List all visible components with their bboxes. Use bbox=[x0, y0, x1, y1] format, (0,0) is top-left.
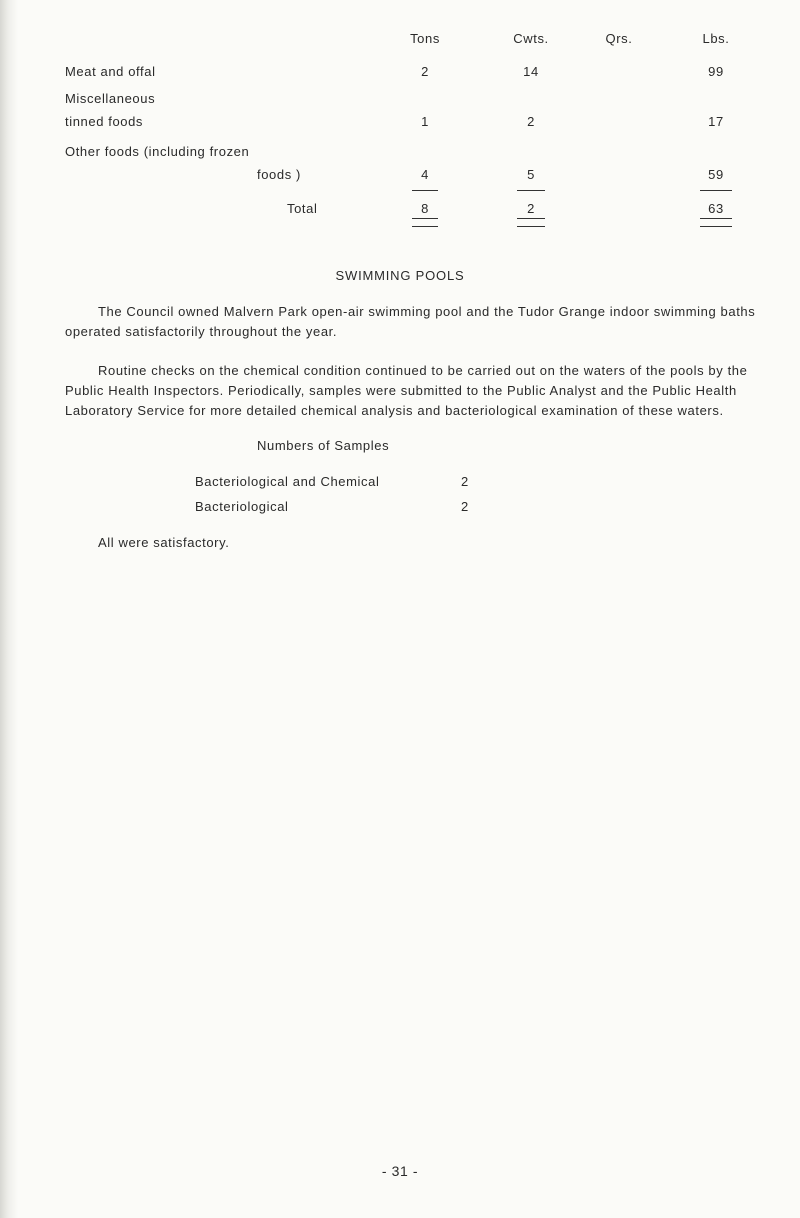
cell-lbs: 99 bbox=[708, 64, 724, 79]
cell-tons: 1 bbox=[421, 114, 429, 129]
page-edge-shadow bbox=[0, 0, 18, 1218]
total-rule-bottom bbox=[412, 226, 438, 227]
cell-cwts: 14 bbox=[523, 64, 539, 79]
total-rule-top bbox=[517, 190, 545, 191]
samples-title: Numbers of Samples bbox=[257, 438, 390, 453]
conclusion-text: All were satisfactory. bbox=[98, 535, 230, 550]
cell-cwts: 5 bbox=[527, 167, 535, 182]
sample-count: 2 bbox=[461, 499, 469, 514]
row-label-continued: tinned foods bbox=[65, 114, 144, 129]
row-label: Meat and offal bbox=[65, 64, 156, 79]
total-rule-bottom bbox=[700, 218, 732, 219]
header-tons: Tons bbox=[410, 31, 440, 46]
sample-label: Bacteriological bbox=[195, 499, 289, 514]
paragraph-2-line: Laboratory Service for more detailed chemical analysis and bacteriological examination of these waters. bbox=[65, 403, 724, 418]
cell-lbs: 17 bbox=[708, 114, 724, 129]
page-number: - 31 - bbox=[381, 1163, 419, 1179]
header-qrs: Qrs. bbox=[605, 31, 633, 46]
cell-lbs: 59 bbox=[708, 167, 724, 182]
total-lbs: 63 bbox=[708, 201, 724, 216]
sample-count: 2 bbox=[461, 474, 469, 489]
paragraph-1-line: operated satisfactorily throughout the year. bbox=[65, 324, 338, 339]
total-rule-bottom bbox=[412, 218, 438, 219]
section-title: SWIMMING POOLS bbox=[335, 268, 465, 283]
total-rule-top bbox=[412, 190, 438, 191]
row-label: Miscellaneous bbox=[65, 91, 156, 106]
row-label: Other foods (including frozen bbox=[65, 144, 250, 159]
total-rule-bottom bbox=[517, 218, 545, 219]
paragraph-2-line: Public Health Inspectors. Periodically, samples were submitted to the Public Analyst and the Public Health bbox=[65, 383, 737, 398]
row-label-continued: foods ) bbox=[257, 167, 301, 182]
total-rule-bottom bbox=[700, 226, 732, 227]
total-tons: 8 bbox=[421, 201, 429, 216]
paragraph-2-line: Routine checks on the chemical condition continued to be carried out on the waters of the pools by the bbox=[98, 363, 748, 378]
header-lbs: Lbs. bbox=[702, 31, 730, 46]
paragraph-1-line: The Council owned Malvern Park open-air swimming pool and the Tudor Grange indoor swimming baths bbox=[98, 304, 756, 319]
cell-tons: 2 bbox=[421, 64, 429, 79]
sample-label: Bacteriological and Chemical bbox=[195, 474, 380, 489]
total-cwts: 2 bbox=[527, 201, 535, 216]
cell-cwts: 2 bbox=[527, 114, 535, 129]
total-rule-top bbox=[700, 190, 732, 191]
header-cwts: Cwts. bbox=[513, 31, 549, 46]
cell-tons: 4 bbox=[421, 167, 429, 182]
total-label: Total bbox=[287, 201, 318, 216]
total-rule-bottom bbox=[517, 226, 545, 227]
